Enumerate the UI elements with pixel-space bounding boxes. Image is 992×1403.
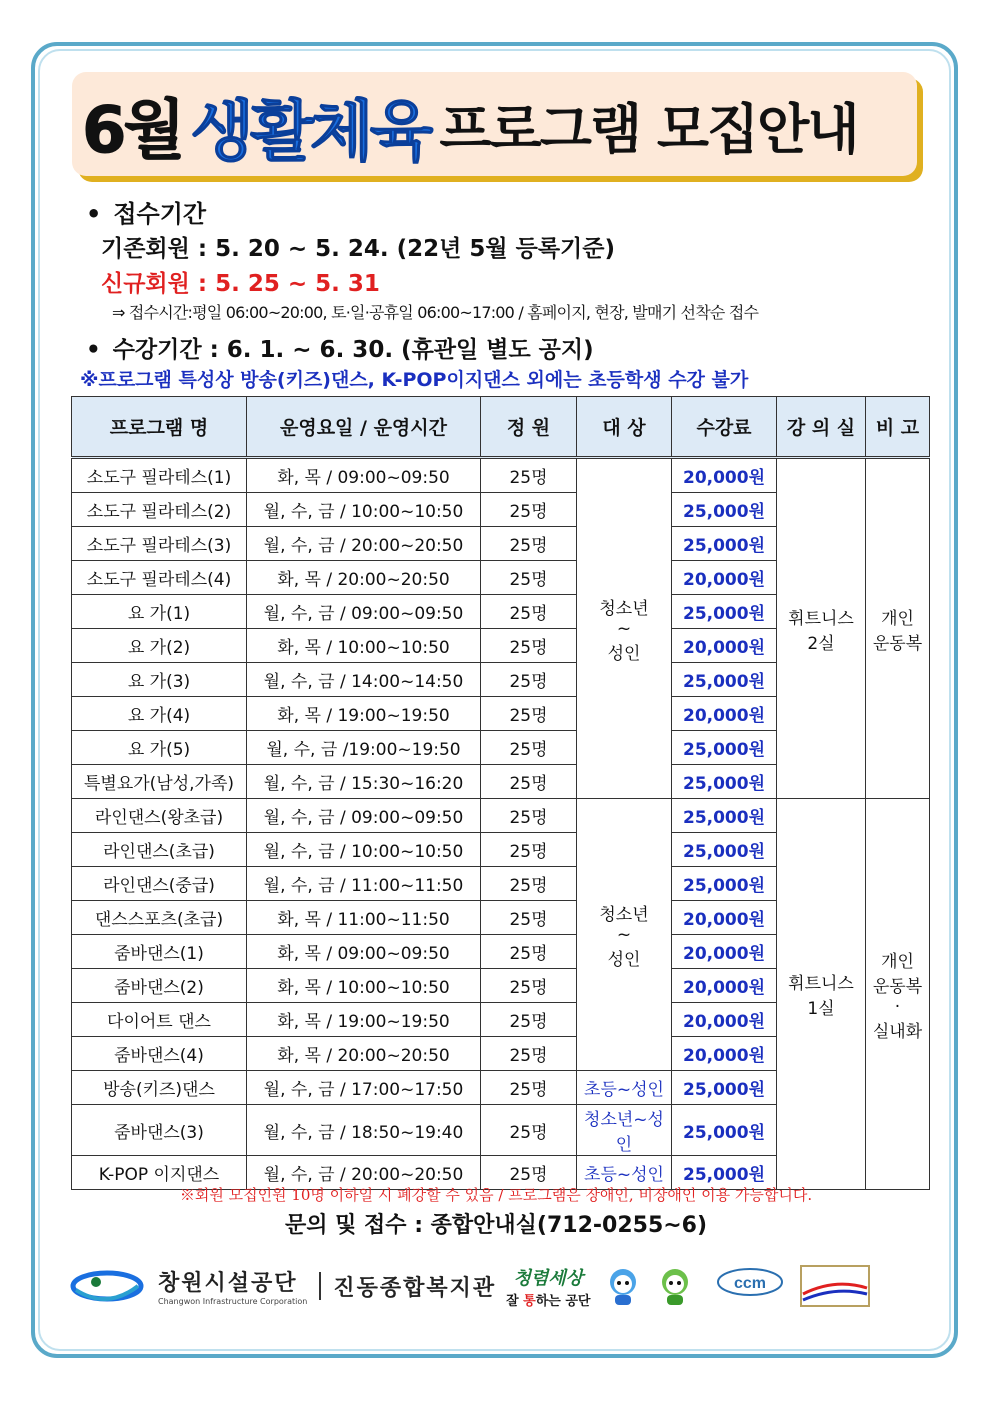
program-name: 줌바댄스(2): [72, 969, 247, 1003]
schedule-time: 월, 수, 금 / 18:50~19:40: [247, 1105, 481, 1156]
program-name: K-POP 이지댄스: [72, 1156, 247, 1190]
ccm-logo-icon: [713, 1264, 787, 1308]
schedule-time: 화, 목 / 20:00~20:50: [247, 1037, 481, 1071]
capacity: 25명: [481, 1071, 577, 1105]
remark-cell: 개인 운동복 · 실내화: [866, 799, 930, 1190]
capacity: 25명: [481, 663, 577, 697]
fee: 25,000원: [672, 1156, 777, 1190]
certificate-logo-icon: [799, 1264, 871, 1308]
target-cell: 청소년 ~ 성인: [577, 799, 672, 1071]
fee: 25,000원: [672, 867, 777, 901]
header-target: 대 상: [577, 397, 672, 458]
target-cell: 초등~성인: [577, 1071, 672, 1105]
capacity: 25명: [481, 595, 577, 629]
table-header-row: [72, 397, 930, 458]
room-cell: 휘트니스 2실: [777, 458, 866, 799]
fee: 20,000원: [672, 969, 777, 1003]
program-name: 줌바댄스(1): [72, 935, 247, 969]
capacity: 25명: [481, 765, 577, 799]
footnote: ※회원 모집인원 10명 이하일 시 폐강할 수 있음 / 프로그램은 장애인, 비장애인 이용 가능합니다.: [179, 1186, 813, 1204]
capacity: 25명: [481, 969, 577, 1003]
reception-heading: • 접수기간: [86, 194, 206, 229]
capacity: 25명: [481, 901, 577, 935]
program-name: 방송(키즈)댄스: [72, 1071, 247, 1105]
fee: 20,000원: [672, 561, 777, 595]
fee: 20,000원: [672, 697, 777, 731]
fee: 20,000원: [672, 1037, 777, 1071]
fee: 20,000원: [672, 1003, 777, 1037]
program-name: 요 가(5): [72, 731, 247, 765]
program-name: 요 가(2): [72, 629, 247, 663]
schedule-time: 월, 수, 금 /19:00~19:50: [247, 731, 481, 765]
schedule-table: [71, 396, 930, 1190]
capacity: 25명: [481, 629, 577, 663]
room-cell: 휘트니스 1실: [777, 799, 866, 1190]
schedule-time: 화, 목 / 09:00~09:50: [247, 935, 481, 969]
program-name: 요 가(4): [72, 697, 247, 731]
footer-divider: [319, 1272, 321, 1300]
program-name: 소도구 필라테스(3): [72, 527, 247, 561]
program-name: 특별요가(남성,가족): [72, 765, 247, 799]
target-cell: 청소년 ~ 성인: [577, 458, 672, 799]
capacity: 25명: [481, 867, 577, 901]
capacity: 25명: [481, 799, 577, 833]
page-title: [82, 78, 858, 172]
fee: 25,000원: [672, 833, 777, 867]
fee: 20,000원: [672, 458, 777, 493]
schedule-time: 월, 수, 금 / 09:00~09:50: [247, 595, 481, 629]
footer-logos: [70, 1256, 940, 1316]
schedule-time: 화, 목 / 20:00~20:50: [247, 561, 481, 595]
program-name: 댄스스포츠(초급): [72, 901, 247, 935]
capacity: 25명: [481, 1003, 577, 1037]
program-name: 소도구 필라테스(2): [72, 493, 247, 527]
program-name: 라인댄스(초급): [72, 833, 247, 867]
fee: 25,000원: [672, 1105, 777, 1156]
program-name: 요 가(1): [72, 595, 247, 629]
fee: 25,000원: [672, 595, 777, 629]
contact-info: 문의 및 접수 : 종합안내실(712-0255~6): [284, 1213, 708, 1238]
schedule-time: 화, 목 / 19:00~19:50: [247, 1003, 481, 1037]
fee: 25,000원: [672, 527, 777, 561]
reception-existing: 기존회원 : 5. 20 ~ 5. 24. (22년 5월 등록기준): [101, 236, 615, 262]
org-name-en: Changwon Infrastructure Corporation: [158, 1297, 308, 1306]
slogan: [506, 1264, 590, 1309]
schedule-time: 월, 수, 금 / 20:00~20:50: [247, 527, 481, 561]
fee: 25,000원: [672, 799, 777, 833]
header-fee: 수강료: [672, 397, 777, 458]
fee: 20,000원: [672, 935, 777, 969]
course-period: • 수강기간 : 6. 1. ~ 6. 30. (휴관일 별도 공지): [86, 331, 594, 364]
schedule-time: 월, 수, 금 / 14:00~14:50: [247, 663, 481, 697]
ccm-text: ccm: [733, 1275, 766, 1292]
slogan-top: 청렴세상: [513, 1267, 584, 1289]
header-program: 프로그램 명: [72, 397, 247, 458]
fee: 20,000원: [672, 629, 777, 663]
program-name: 소도구 필라테스(1): [72, 458, 247, 493]
title-month: 6월: [82, 94, 183, 168]
table-body: [72, 458, 930, 1190]
schedule-time: 화, 목 / 09:00~09:50: [247, 458, 481, 493]
program-name: 소도구 필라테스(4): [72, 561, 247, 595]
corporation-logo-icon: [70, 1264, 144, 1308]
schedule-time: 월, 수, 금 / 17:00~17:50: [247, 1071, 481, 1105]
schedule-time: 월, 수, 금 / 15:30~16:20: [247, 765, 481, 799]
target-cell: 청소년~성인: [577, 1105, 672, 1156]
program-name: 줌바댄스(3): [72, 1105, 247, 1156]
schedule-time: 화, 목 / 19:00~19:50: [247, 697, 481, 731]
capacity: 25명: [481, 458, 577, 493]
fee: 20,000원: [672, 901, 777, 935]
program-name: 라인댄스(중급): [72, 867, 247, 901]
program-name: 요 가(3): [72, 663, 247, 697]
table-row: [72, 799, 930, 833]
header-remark: 비 고: [866, 397, 930, 458]
kids-notice: ※프로그램 특성상 방송(키즈)댄스, K-POP이지댄스 외에는 초등학생 수강 불가: [80, 369, 749, 391]
center-name: 진동종합복지관: [333, 1275, 497, 1301]
capacity: 25명: [481, 1156, 577, 1190]
slogan-bottom: 잘 통하는 공단: [506, 1293, 591, 1309]
fee: 25,000원: [672, 493, 777, 527]
schedule-time: 월, 수, 금 / 11:00~11:50: [247, 867, 481, 901]
schedule-time: 월, 수, 금 / 10:00~10:50: [247, 493, 481, 527]
program-name: 라인댄스(왕초급): [72, 799, 247, 833]
schedule-time: 월, 수, 금 / 10:00~10:50: [247, 833, 481, 867]
capacity: 25명: [481, 493, 577, 527]
mascot-blue-icon: [601, 1264, 645, 1308]
org-name: 창원시설공단: [158, 1271, 298, 1296]
title-sports: 생활체육: [190, 92, 430, 170]
title-rest: 프로그램 모집안내: [439, 96, 858, 161]
target-cell: 초등~성인: [577, 1156, 672, 1190]
schedule-time: 화, 목 / 11:00~11:50: [247, 901, 481, 935]
capacity: 25명: [481, 1105, 577, 1156]
capacity: 25명: [481, 697, 577, 731]
header-capacity: 정 원: [481, 397, 577, 458]
header-schedule: 운영요일 / 운영시간: [247, 397, 481, 458]
reception-new: 신규회원 : 5. 25 ~ 5. 31: [101, 271, 380, 297]
fee: 25,000원: [672, 731, 777, 765]
capacity: 25명: [481, 731, 577, 765]
fee: 25,000원: [672, 765, 777, 799]
header-room: 강 의 실: [777, 397, 866, 458]
capacity: 25명: [481, 1037, 577, 1071]
mascot-green-icon: [653, 1264, 697, 1308]
program-name: 다이어트 댄스: [72, 1003, 247, 1037]
capacity: 25명: [481, 833, 577, 867]
reception-hours: ⇒ 접수시간:평일 06:00~20:00, 토·일·공휴일 06:00~17:00 / 홈페이지, 현장, 발매기 선착순 접수: [112, 303, 759, 322]
schedule-time: 화, 목 / 10:00~10:50: [247, 629, 481, 663]
table-row: [72, 458, 930, 493]
fee: 25,000원: [672, 1071, 777, 1105]
fee: 25,000원: [672, 663, 777, 697]
schedule-time: 화, 목 / 10:00~10:50: [247, 969, 481, 1003]
capacity: 25명: [481, 561, 577, 595]
capacity: 25명: [481, 527, 577, 561]
program-name: 줌바댄스(4): [72, 1037, 247, 1071]
schedule-time: 월, 수, 금 / 20:00~20:50: [247, 1156, 481, 1190]
remark-cell: 개인 운동복: [866, 458, 930, 799]
schedule-time: 월, 수, 금 / 09:00~09:50: [247, 799, 481, 833]
capacity: 25명: [481, 935, 577, 969]
